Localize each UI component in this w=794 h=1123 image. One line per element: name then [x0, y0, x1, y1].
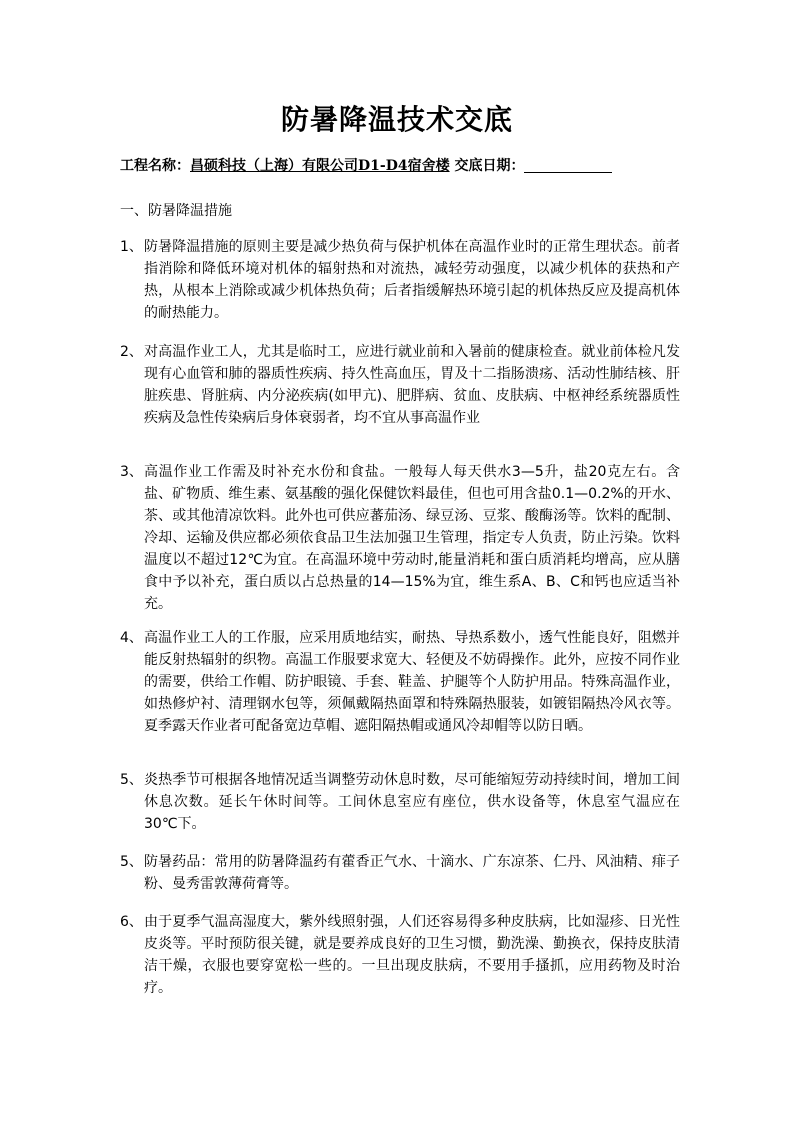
measure-item-3	[120, 461, 680, 615]
measure-item-4	[120, 627, 680, 737]
item-text: 对高温作业工人，尤其是临时工，应进行就业前和入暑前的健康检查。就业前体检凡发现有心血管和肺的器质性疾病、持久性高血压，胃及十二指肠溃疡、活动性肺结核、肝脏疾患、肾脏病、内分泌疾病(如甲亢)、肥胖病、贫血、皮肤病、中枢神经系统器质性疾病及急性传染病后身体衰弱者，均不宜从事高温作业	[144, 344, 680, 426]
item-number: 4、	[120, 630, 143, 646]
project-info-line	[120, 155, 676, 177]
project-label: 工程名称：	[120, 158, 190, 174]
date-label: 交底日期：	[454, 158, 525, 174]
item-text: 由于夏季气温高湿度大，紫外线照射强，人们还容易得多种皮肤病，比如湿疹、日光性皮炎等。平时预防很关键，就是要养成良好的卫生习惯，勤洗澡、勤换衣，保持皮肤清洁干燥，衣服也要穿宽松一些的。一旦出现皮肤病，不要用手搔抓，应用药物及时治疗。	[144, 914, 680, 996]
document-title: 防暑降温技术交底	[280, 103, 513, 136]
measure-item-6	[120, 851, 680, 895]
measure-item-2	[120, 341, 680, 429]
item-text: 防暑药品：常用的防暑降温药有藿香正气水、十滴水、广东凉茶、仁丹、风油精、痱子粉、曼秀雷敦薄荷膏等。	[144, 854, 680, 892]
item-number: 5、	[120, 772, 143, 788]
item-number: 1、	[120, 239, 143, 255]
item-text: 高温作业工作需及时补充水份和食盐。一般每人每天供水3—5升，盐20克左右。含盐、矿物质、维生素、氨基酸的强化保健饮料最佳，但也可用含盐0.1—0.2%的开水、茶、或其他清凉饮料。此外也可供应蕃茄汤、绿豆汤、豆浆、酸酶汤等。饮料的配制、冷却、运输及供应都必须依食品卫生法加强卫生管理，指定专人负责，防止污染。饮料温度以不超过12℃为宜。在高温环境中劳动时,能量消耗和蛋白质消耗均增高，应从膳食中予以补充，蛋白质以占总热量的14—15%为宜，维生系A、B、C和钙也应适当补充。	[144, 464, 680, 612]
date-field	[524, 158, 612, 173]
item-text: 防暑降温措施的原则主要是减少热负荷与保护机体在高温作业时的正常生理状态。前者指消除和降低环境对机体的辐射热和对流热，减轻劳动强度，以减少机体的获热和产热，从根本上消除或减少机体热负荷；后者指缓解热环境引起的机体热反应及提高机体的耐热能力。	[144, 239, 680, 321]
item-text: 炎热季节可根据各地情况适当调整劳动休息时数，尽可能缩短劳动持续时间，增加工间休息次数。延长午休时间等。工间休息室应有座位，供水设备等，休息室气温应在30℃下。	[144, 772, 680, 832]
item-text: 高温作业工人的工作服，应采用质地结实，耐热、导热系数小，透气性能良好，阻燃并能反射热辐射的织物。高温工作服要求宽大、轻便及不妨碍操作。此外，应按不同作业的需要，供给工作帽、防护眼镜、手套、鞋盖、护腿等个人防护用品。特殊高温作业，如热修炉衬、清理钢水包等，须佩戴隔热面罩和特殊隔热服装，如镀铝隔热冷风衣等。夏季露天作业者可配备宽边草帽、遮阳隔热帽或通风冷却帽等以防日晒。	[144, 630, 680, 734]
measure-item-1	[120, 236, 680, 324]
section-heading: 一、防暑降温措施	[120, 203, 232, 219]
measure-item-7	[120, 911, 680, 999]
item-number: 5、	[120, 854, 143, 870]
measure-item-5	[120, 769, 680, 835]
item-number: 2、	[120, 344, 143, 360]
project-name: 昌硕科技（上海）有限公司D1-D4宿舍楼	[190, 158, 450, 174]
item-number: 6、	[120, 914, 143, 930]
item-number: 3、	[120, 464, 143, 480]
